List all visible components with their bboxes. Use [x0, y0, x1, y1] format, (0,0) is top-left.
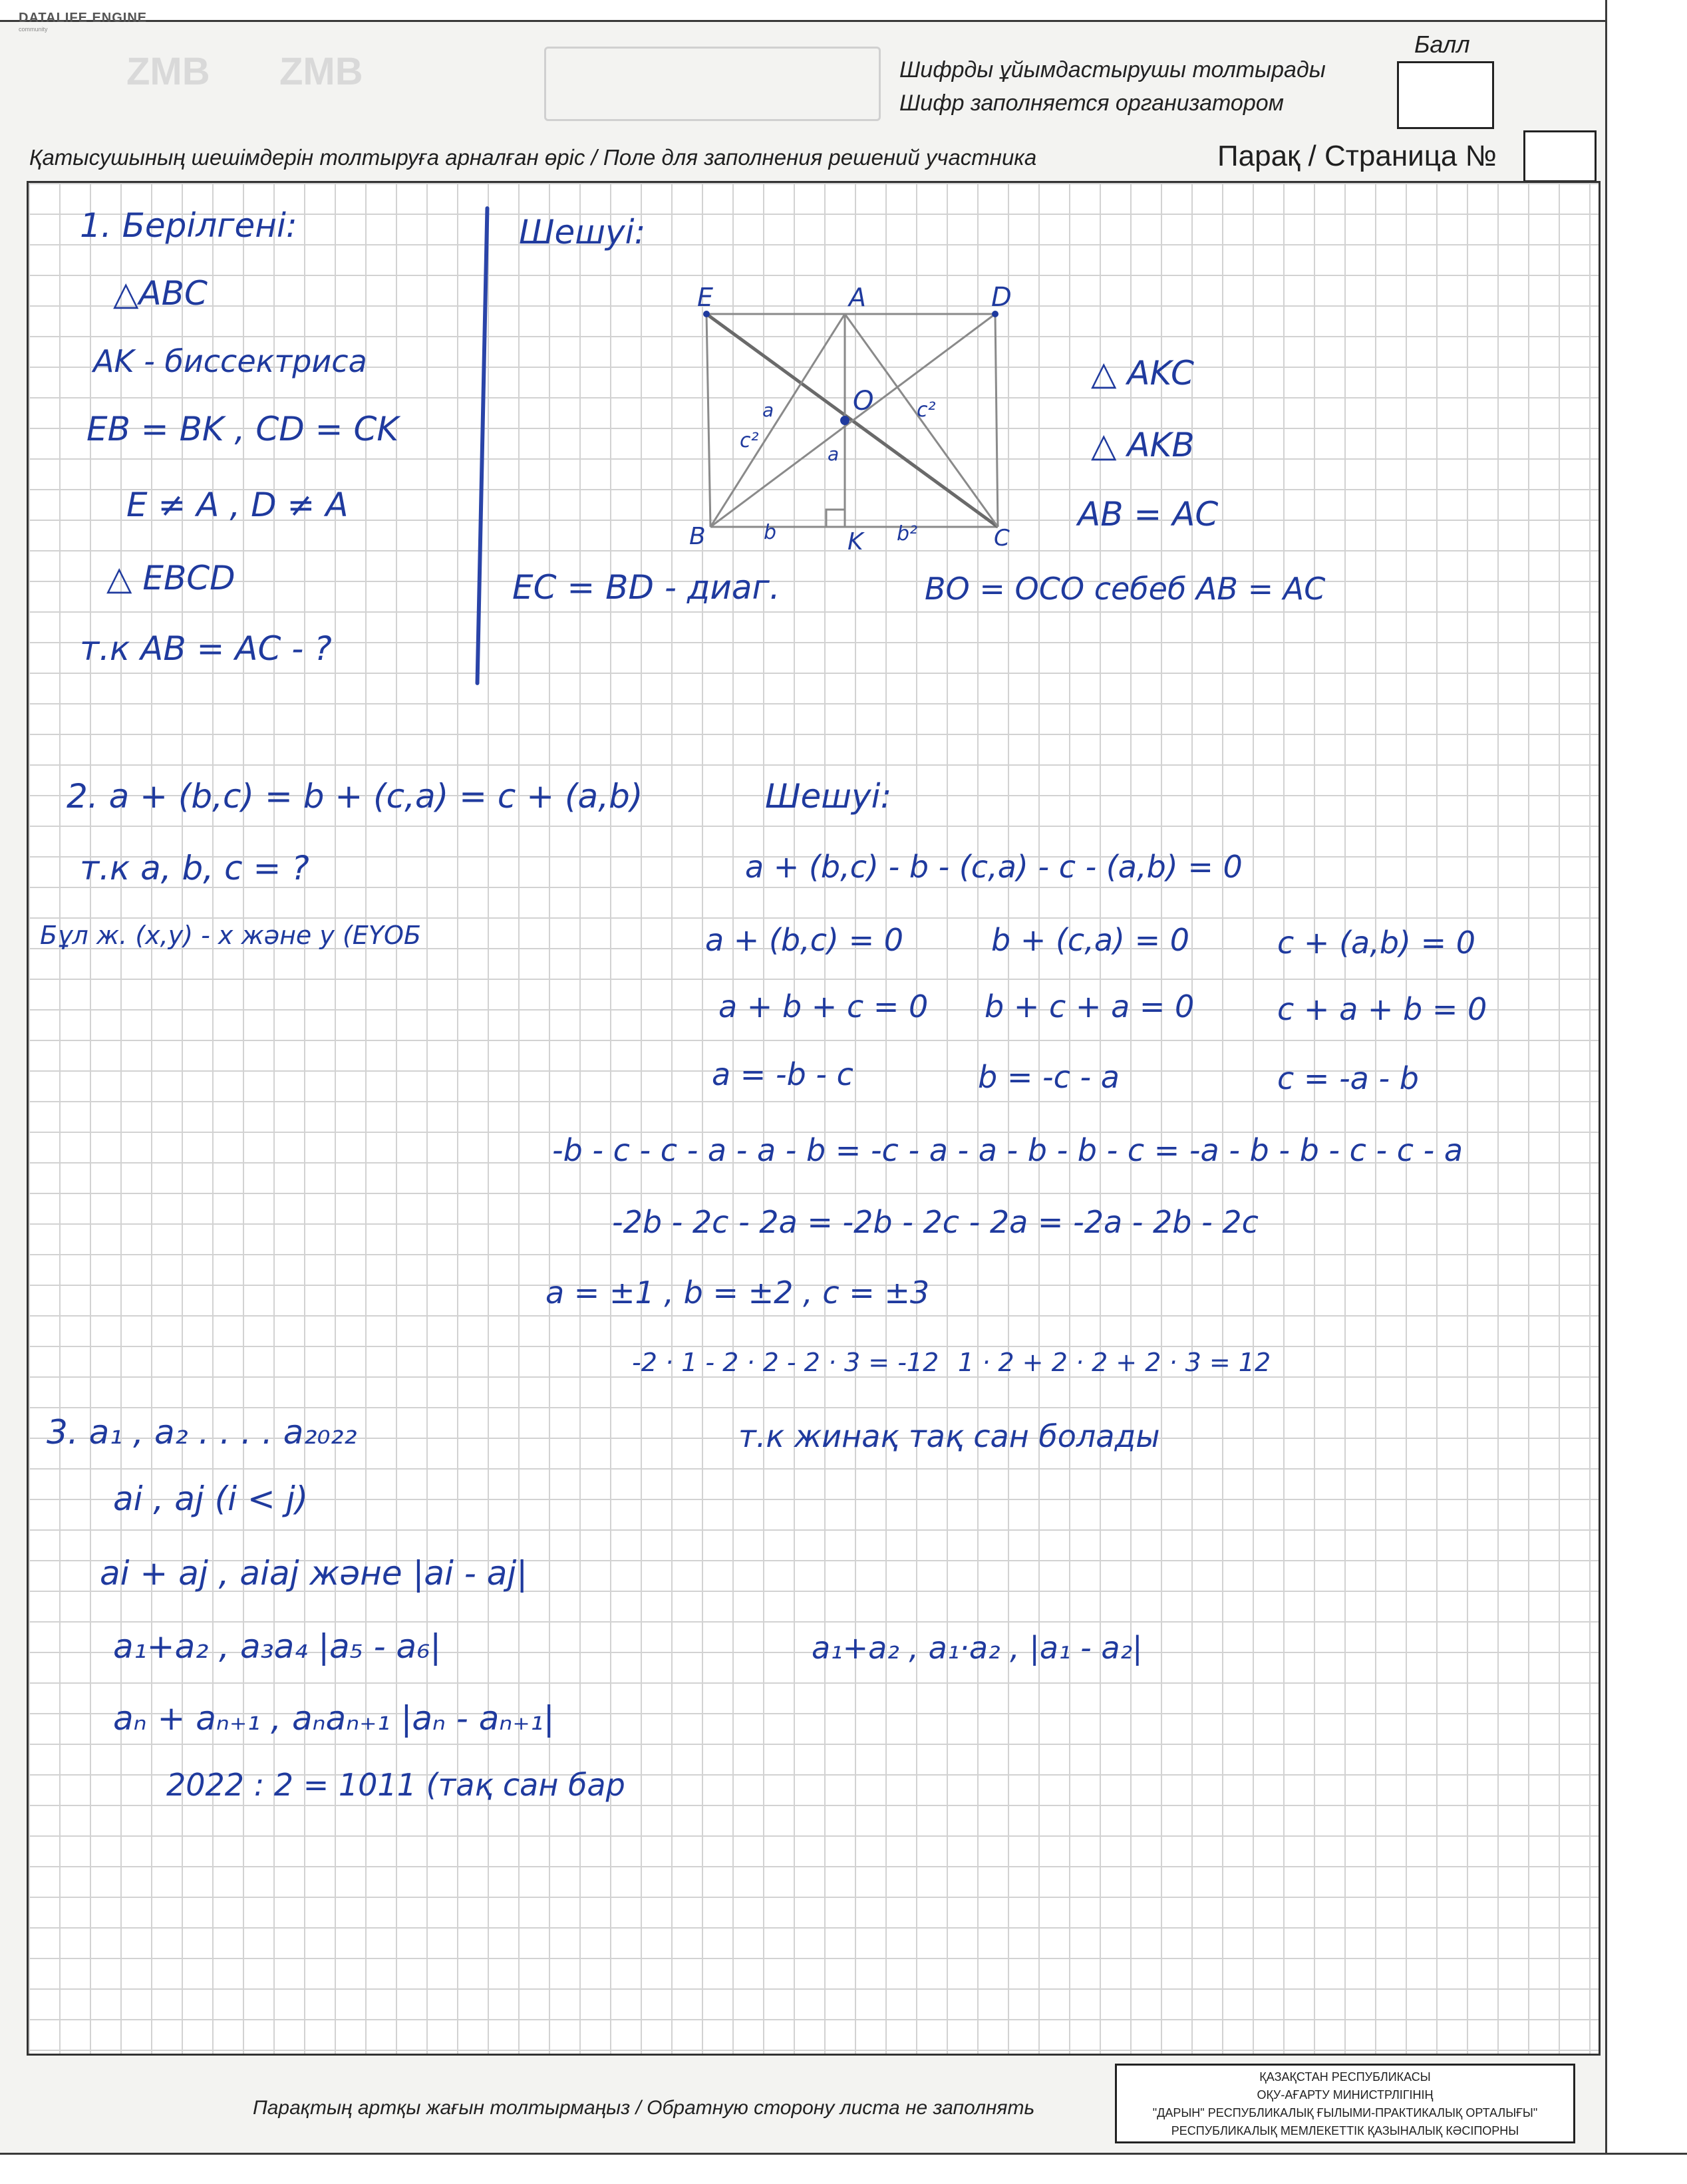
p2-line-14: -2 · 1 - 2 · 2 - 2 · 3 = -12: [632, 1348, 939, 1377]
institution-stamp: [1115, 2064, 1575, 2143]
p2-line-6: b + c + a = 0: [985, 989, 1195, 1024]
p2-line-5: a + b + c = 0: [718, 989, 929, 1024]
page-number-box: [1523, 130, 1597, 182]
p2-line-10: c = -a - b: [1277, 1060, 1419, 1096]
org-line-ru: Шифр заполняется организатором: [899, 90, 1284, 116]
p2-question: т.к a, b, c = ?: [80, 849, 309, 887]
page-label: Парақ / Страница №: [1217, 140, 1497, 172]
zmb-mark-1: ZMB: [126, 50, 210, 93]
p1-conclusion-left: EC = BD - диаг.: [512, 568, 780, 607]
p3-line-1: ai , aj (i < j): [113, 1480, 309, 1518]
p2-line-12: -2b - 2c - 2a = -2b - 2c - 2a = -2a - 2b - 2c: [612, 1204, 1259, 1240]
field-label: Қатысушының шешімдерін толтыруға арналған өріс / Поле для заполнения решений участника: [29, 145, 1037, 170]
page-edge-bottom: [0, 2153, 1687, 2184]
p2-line-3: b + (c,a) = 0: [991, 922, 1190, 958]
mark-a-center: a: [828, 443, 840, 465]
mark-b2: b²: [897, 522, 918, 546]
org-line-kz: Шифрды ұйымдастырушы толтырады: [899, 57, 1326, 82]
zmb-mark-2: ZMB: [279, 50, 363, 93]
p1-given-5: △ EBCD: [106, 559, 235, 597]
stamp-line-2: ОҚУ-АҒАРТУ МИНИСТРЛІГІНІҢ: [1257, 2088, 1434, 2102]
footer-note: Парақтың артқы жағын толтырмаңыз / Обратную сторону листа не заполнять: [253, 2097, 1035, 2119]
stamp-line-4: РЕСПУБЛИКАЛЫҚ МЕМЛЕКЕТТІК ҚАЗЫНАЛЫҚ КӘСІПОРНЫ: [1171, 2124, 1519, 2137]
p2-line-1: a + (b,c) - b - (c,a) - c - (a,b) = 0: [745, 849, 1243, 885]
p1-note-2: △ AKB: [1091, 426, 1195, 464]
p1-given-6: т.к AB = AC - ?: [80, 629, 332, 668]
p1-solution-title: Шешуі:: [519, 213, 646, 251]
mark-c2-left: c²: [740, 429, 759, 452]
watermark-text: DATALIFE ENGINE: [19, 11, 148, 25]
vertex-A: A: [849, 283, 866, 312]
p1-given-1: △ABC: [113, 274, 208, 313]
vertex-O: O: [853, 386, 874, 416]
p3-line-4: a₁+a₂ , a₁·a₂ , |a₁ - a₂|: [812, 1630, 1143, 1666]
cipher-box: [544, 47, 881, 121]
p2-line-2: a + (b,c) = 0: [705, 922, 904, 958]
p2-line-11: -b - c - c - a - a - b = -c - a - a - b - b - c = -a - b - b - c - c - a: [552, 1132, 1463, 1168]
p3-note: т.к жинақ тақ сан болады: [738, 1418, 1160, 1454]
mark-c2-right: c²: [917, 398, 936, 422]
p2-line-9: b = -c - a: [978, 1059, 1120, 1095]
right-angle-mark: [826, 510, 845, 527]
p1-given-4: E ≠ A , D ≠ A: [126, 486, 349, 524]
vertex-E: E: [697, 283, 714, 312]
point-O: [840, 416, 849, 425]
ball-box: [1397, 61, 1494, 129]
p2-line-15: 1 · 2 + 2 · 2 + 2 · 3 = 12: [958, 1348, 1271, 1377]
page-edge-right: [1605, 0, 1687, 2184]
p2-solution-title: Шешуі:: [765, 777, 892, 816]
mark-a-left: a: [762, 399, 774, 421]
figure-lines: [706, 314, 998, 527]
vertex-D: D: [991, 282, 1012, 313]
p2-line-7: c + a + b = 0: [1277, 991, 1487, 1027]
p2-line-8: a = -b - c: [712, 1056, 853, 1092]
vertex-K: K: [847, 528, 863, 555]
p2-line-4: c + (a,b) = 0: [1277, 925, 1476, 961]
p3-line-3: a₁+a₂ , a₃a₄ |a₅ - a₆|: [113, 1627, 442, 1666]
vertex-B: B: [689, 523, 706, 550]
segment-DC: [995, 314, 998, 527]
p1-given-title: 1. Берілгені:: [80, 206, 297, 245]
p1-conclusion-right: BO = OCO себеб AB = AC: [925, 571, 1326, 607]
p1-note-3: AB = AC: [1078, 495, 1219, 534]
vertex-C: C: [994, 525, 1010, 551]
stamp-line-1: ҚАЗАҚСТАН РЕСПУБЛИКАСЫ: [1259, 2070, 1431, 2084]
watermark: [19, 11, 147, 33]
stamp-line-3: "ДАРЫН" РЕСПУБЛИКАЛЫҚ ҒЫЛЫМИ-ПРАКТИКАЛЫҚ ОРТАЛЫҒЫ": [1152, 2106, 1538, 2119]
p2-note: Бұл ж. (x,y) - x және y (ЕҮОБ: [40, 921, 421, 950]
p1-note-1: △ AKC: [1091, 354, 1194, 392]
p1-given-2: AK - биссектриса: [93, 343, 367, 379]
p1-given-3: EB = BK , CD = CK: [86, 410, 399, 448]
p2-statement: 2. a + (b,c) = b + (c,a) = c + (a,b): [67, 777, 643, 816]
segment-AB: [710, 314, 845, 527]
page-edge-top: [0, 0, 1687, 22]
mark-b: b: [764, 521, 777, 544]
p3-line-2: ai + aj , aiaj және |ai - aj|: [100, 1554, 528, 1593]
p3-statement: 3. a₁ , a₂ . . . . a₂₀₂₂: [47, 1413, 357, 1452]
p3-line-6: 2022 : 2 = 1011 (тақ сан бар: [166, 1767, 625, 1803]
p1-figure: [665, 279, 1038, 559]
p2-line-13: a = ±1 , b = ±2 , c = ±3: [545, 1275, 930, 1311]
segment-EB: [706, 314, 710, 527]
p3-line-5: aₙ + aₙ₊₁ , aₙaₙ₊₁ |aₙ - aₙ₊₁|: [113, 1699, 555, 1738]
watermark-subtext: community: [19, 26, 48, 33]
ball-label: Балл: [1414, 31, 1470, 58]
